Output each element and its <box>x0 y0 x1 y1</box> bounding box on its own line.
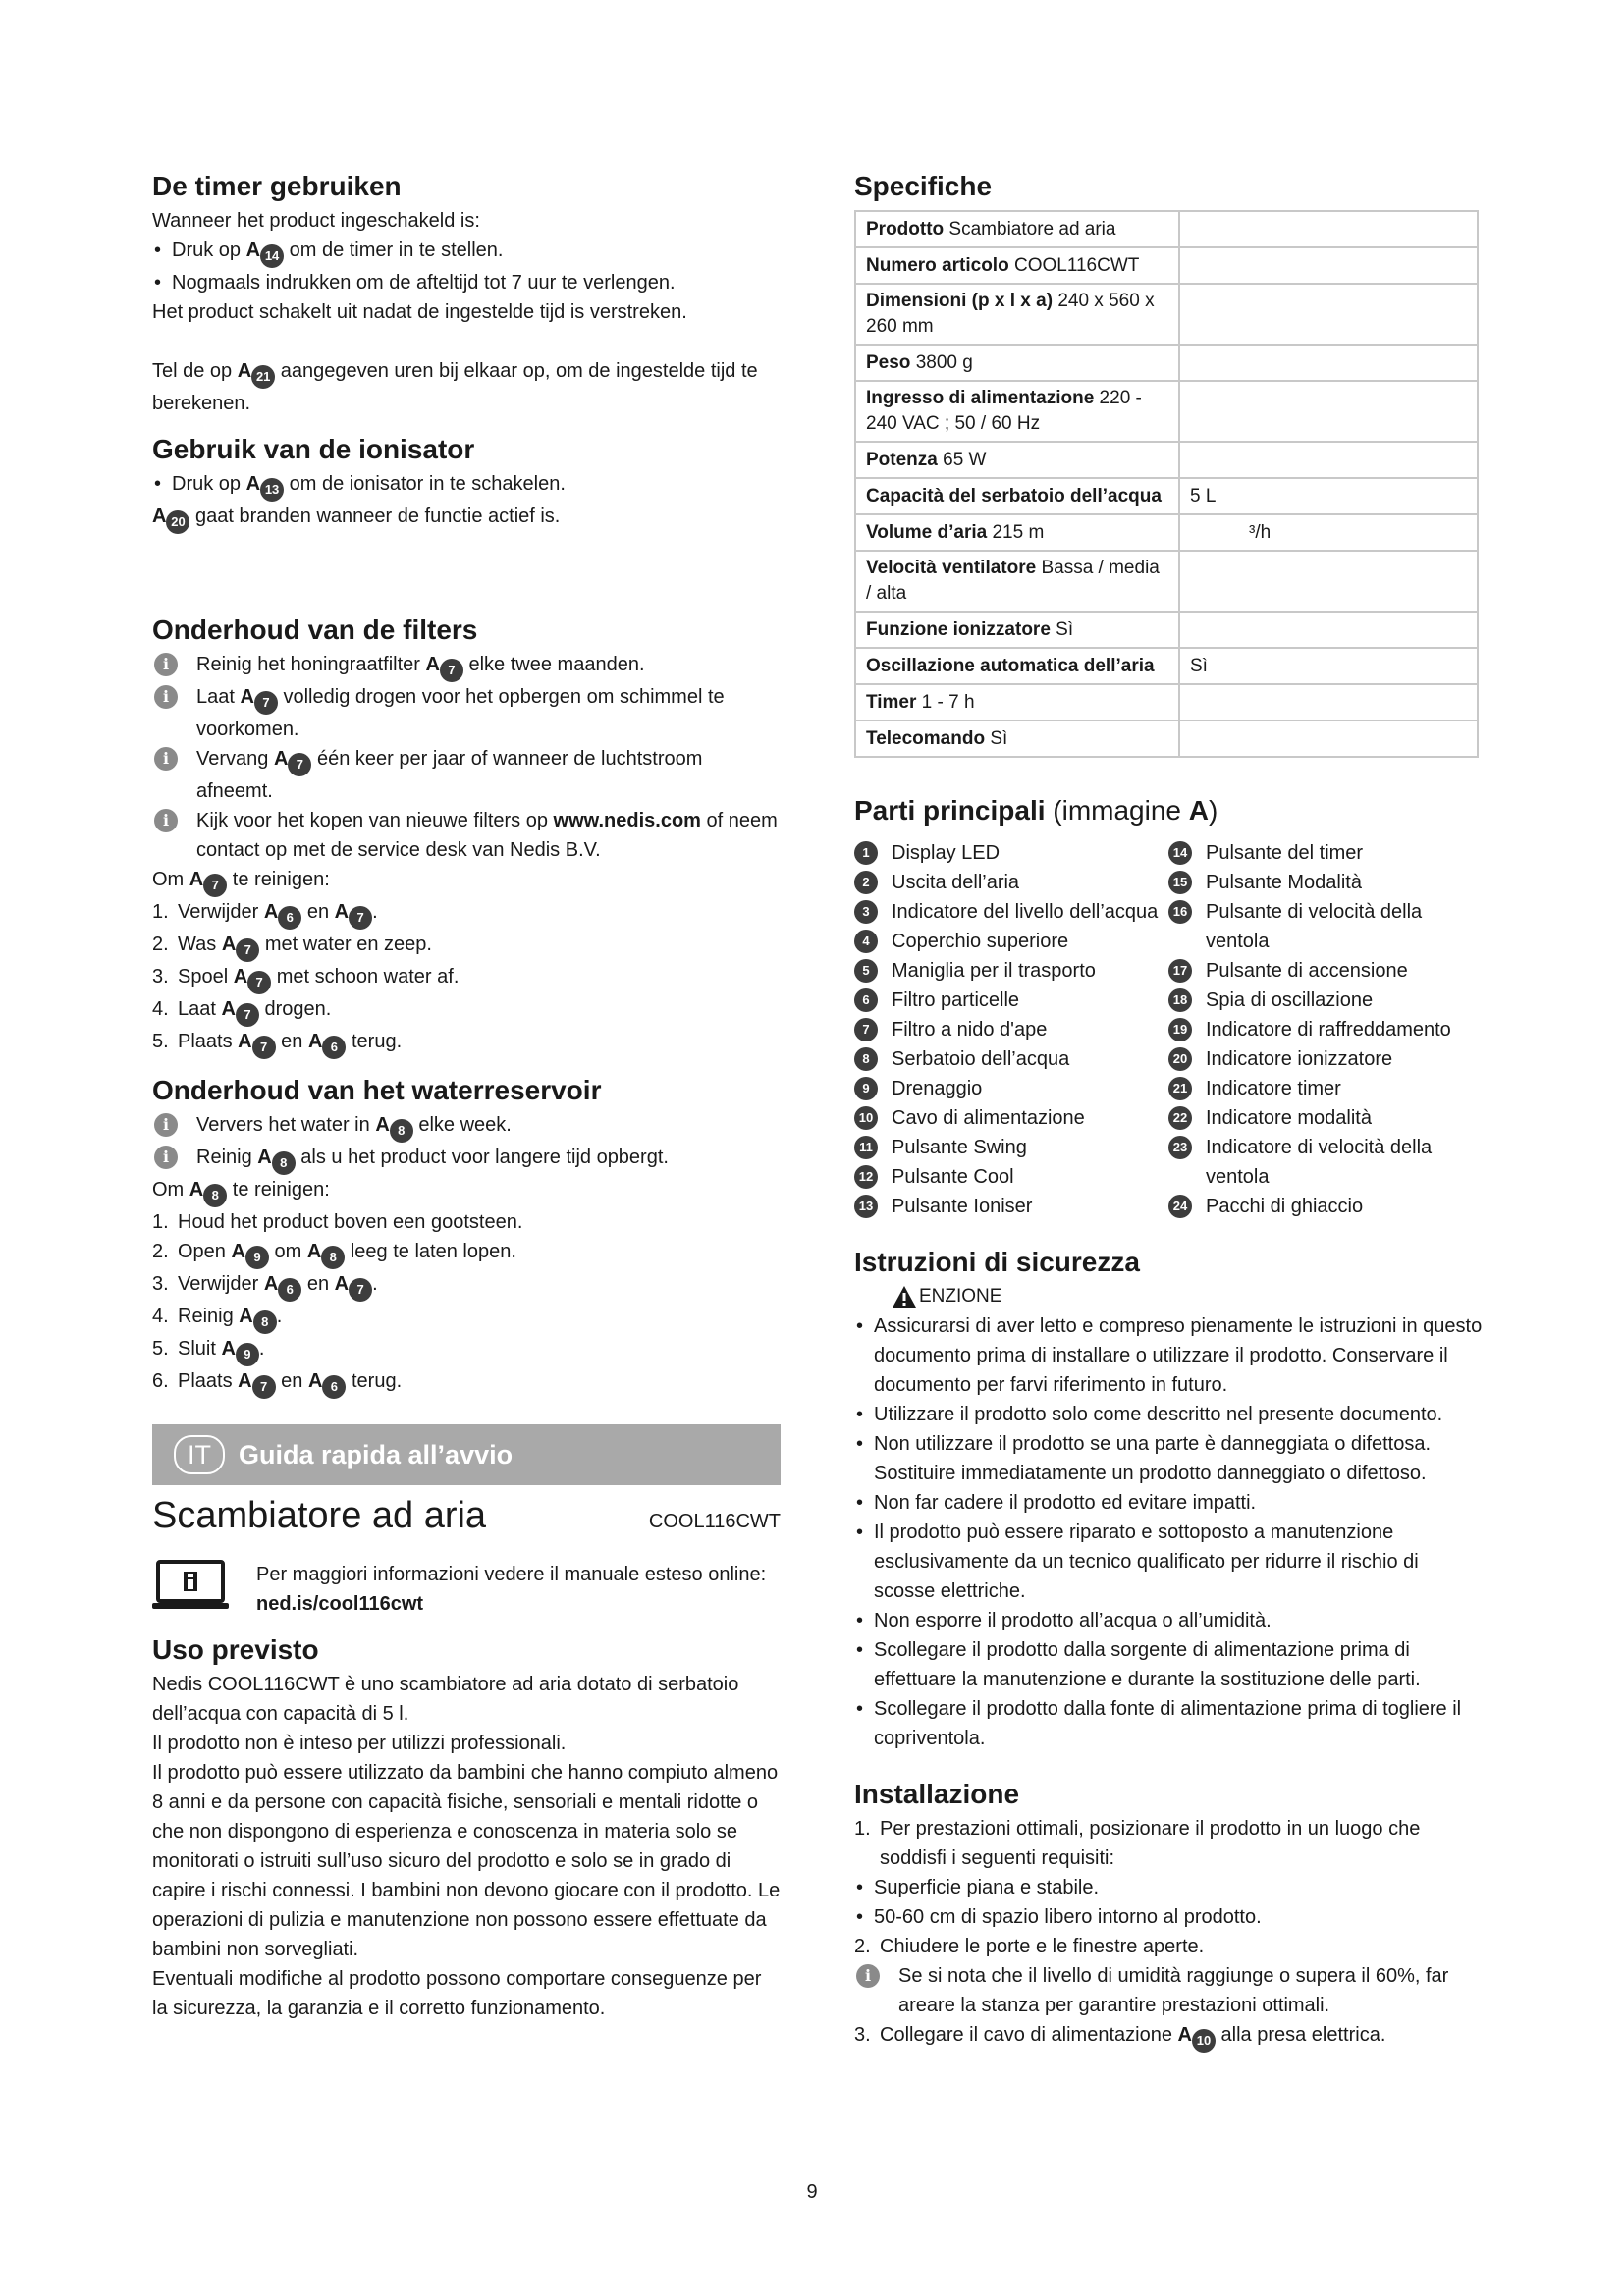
ref-number-badge: 14 <box>260 244 284 268</box>
part-label: Indicatore ionizzatore <box>1206 1048 1393 1070</box>
spec-label-cell: Numero articolo COOL116CWT <box>855 247 1179 284</box>
part-label: Pulsante di velocità della ventola <box>1206 901 1423 952</box>
ref-number-badge: 21 <box>251 365 275 389</box>
filters-clean-intro: Om A 7 te reinigen: <box>152 865 781 897</box>
online-manual-text: Per maggiori informazioni vedere il manuale esteso online: ned.is/cool116cwt <box>256 1564 767 1615</box>
filters-step-2: 2. Was A 7 met water en zeep. <box>152 930 781 962</box>
ionizer-line: A 20 gaat branden wanneer de functie actief is. <box>152 502 781 534</box>
spec-label-cell: Peso 3800 g <box>855 345 1179 381</box>
intended-use-heading: Uso previsto <box>152 1634 319 1665</box>
reservoir-section <box>152 1073 781 1399</box>
part-item <box>854 1162 1168 1192</box>
part-number-badge: 9 <box>854 1077 878 1100</box>
spec-label-cell: Timer 1 - 7 h <box>855 684 1179 721</box>
part-item <box>1168 956 1483 986</box>
spec-row <box>855 381 1478 442</box>
part-item <box>854 1133 1168 1162</box>
manual-link[interactable]: ned.is/cool116cwt <box>256 1593 424 1615</box>
filters-note-4: i Kijk voor het kopen van nieuwe filters op www.nedis.com of neem contact op met de service desk van Nedis B.V. <box>152 806 781 865</box>
spec-value-cell <box>1179 721 1478 757</box>
safety-heading: Istruzioni di sicurezza <box>854 1247 1140 1277</box>
spec-row <box>855 648 1478 684</box>
product-title-row <box>152 1493 781 1538</box>
spec-label-cell: Telecomando Sì <box>855 721 1179 757</box>
parts-list <box>854 838 1483 1221</box>
reservoir-step-6: 6. Plaats A 7 en A 6 terug. <box>152 1366 781 1399</box>
info-icon: i <box>154 747 178 771</box>
ionizer-heading: Gebruik van de ionisator <box>152 434 475 464</box>
spec-row <box>855 721 1478 757</box>
timer-after: Het product schakelt uit nadat de ingestelde tijd is verstreken. <box>152 301 687 323</box>
part-number-badge: 14 <box>1168 841 1192 865</box>
spec-label-cell: Potenza 65 W <box>855 442 1179 478</box>
part-number-badge: 23 <box>1168 1136 1192 1159</box>
intended-use-p3: Il prodotto può essere utilizzato da bambini che hanno compiuto almeno 8 anni e da persone con capacità fisiche, sensoriali e mentali ridotte o che non dispongono di esperienza e conoscenza in materia solo se monitorati o istruiti sull’uso sicuro del prodotto e solo se in grado di capire i rischi connessi. I bambini non devono giocare con il prodotto. Le operazioni di pulizia e manutenzione non possono essere effettuate da bambini non sorvegliati. <box>152 1762 781 1960</box>
part-label: Display LED <box>892 842 1001 864</box>
part-label: Indicatore di raffreddamento <box>1206 1019 1451 1041</box>
ref-number-badge: 20 <box>166 510 189 534</box>
installation-heading: Installazione <box>854 1779 1020 1809</box>
spec-row <box>855 684 1478 721</box>
info-icon: i <box>856 1964 880 1988</box>
reservoir-step-5: 5. Sluit A 9 . <box>152 1334 781 1366</box>
filters-note-1: i Reinig het honingraatfilter A 7 elke twee maanden. <box>152 650 781 682</box>
part-label: Uscita dell’aria <box>892 872 1020 893</box>
banner-title: Guida rapida all’avvio <box>239 1440 514 1469</box>
part-number-badge: 8 <box>854 1047 878 1071</box>
filters-heading: Onderhoud van de filters <box>152 614 478 645</box>
part-item <box>854 1074 1168 1103</box>
ref-number-badge: 7 <box>440 659 463 682</box>
part-item <box>1168 1133 1483 1192</box>
part-item <box>854 1015 1168 1044</box>
part-number-badge: 5 <box>854 959 878 983</box>
part-label: Filtro a nido d'ape <box>892 1019 1048 1041</box>
reservoir-step-3: 3. Verwijder A 6 en A 7 . <box>152 1269 781 1302</box>
spec-row <box>855 442 1478 478</box>
intended-use-p4: Eventuali modifiche al prodotto possono comportare conseguenze per la sicurezza, la garanzia e il corretto funzionamento. <box>152 1968 762 2019</box>
warning-row <box>854 1282 1483 1311</box>
reservoir-clean-intro: Om A 8 te reinigen: <box>152 1175 781 1207</box>
timer-heading: De timer gebruiken <box>152 171 402 201</box>
timer-bullet-2: • Nogmaals indrukken om de afteltijd tot 7 uur te verlengen. <box>152 268 781 297</box>
part-label: Spia di oscillazione <box>1206 989 1374 1011</box>
install-step-3: 3. Collegare il cavo di alimentazione A 10 alla presa elettrica. <box>854 2020 1483 2053</box>
part-item <box>1168 1103 1483 1133</box>
part-item <box>1168 986 1483 1015</box>
spec-row <box>855 284 1478 345</box>
laptop-info-icon <box>152 1560 229 1611</box>
part-label: Maniglia per il trasporto <box>892 960 1096 982</box>
ref-number-badge: 7 <box>203 874 227 897</box>
safety-item: • Non esporre il prodotto all’acqua o all’umidità. <box>854 1606 1483 1635</box>
safety-item: • Il prodotto può essere riparato e sottoposto a manutenzione esclusivamente da un tecnico qualificato per ridurre il rischio di scosse elettriche. <box>854 1518 1483 1606</box>
reservoir-step-1: 1. Houd het product boven een gootsteen. <box>152 1211 523 1233</box>
part-label: Indicatore timer <box>1206 1078 1341 1099</box>
part-item <box>854 986 1168 1015</box>
part-number-badge: 16 <box>1168 900 1192 924</box>
part-number-badge: 18 <box>1168 988 1192 1012</box>
part-label: Pulsante Modalità <box>1206 872 1362 893</box>
part-number-badge: 12 <box>854 1165 878 1189</box>
part-label: Indicatore del livello dell’acqua <box>892 901 1159 923</box>
part-label: Filtro particelle <box>892 989 1020 1011</box>
safety-list <box>854 1311 1483 1753</box>
ref-number-badge: 7 <box>288 753 311 776</box>
safety-item: • Utilizzare il prodotto solo come descritto nel presente documento. <box>854 1400 1483 1429</box>
language-code-badge: IT <box>174 1435 225 1474</box>
part-number-badge: 1 <box>854 841 878 865</box>
part-item <box>854 1044 1168 1074</box>
parts-section <box>854 793 1483 1221</box>
part-label: Cavo di alimentazione <box>892 1107 1085 1129</box>
part-number-badge: 10 <box>854 1106 878 1130</box>
part-label: Pulsante Swing <box>892 1137 1027 1158</box>
spec-row <box>855 514 1478 551</box>
safety-item: • Assicurarsi di aver letto e compreso pienamente le istruzioni in questo documento prima di installare o utilizzare il prodotto. Conservare il documento per farvi riferimento in futuro. <box>854 1311 1483 1400</box>
spec-value-cell <box>1179 345 1478 381</box>
intended-use-p1: Nedis COOL116CWT è uno scambiatore ad aria dotato di serbatoio dell’acqua con capacità di 5 l. <box>152 1674 739 1725</box>
reservoir-step-4: 4. Reinig A 8 . <box>152 1302 781 1334</box>
part-number-badge: 20 <box>1168 1047 1192 1071</box>
spec-value-cell <box>1179 442 1478 478</box>
part-item <box>854 838 1168 868</box>
part-label: Coperchio superiore <box>892 931 1069 952</box>
spec-label-cell: Volume d’aria 215 m <box>855 514 1179 551</box>
part-item <box>854 868 1168 897</box>
spec-row <box>855 612 1478 648</box>
reservoir-step-2: 2. Open A 9 om A 8 leeg te laten lopen. <box>152 1237 781 1269</box>
filters-step-1: 1. Verwijder A 6 en A 7 . <box>152 897 781 930</box>
spec-row <box>855 345 1478 381</box>
install-step-2: 2. Chiudere le porte e le finestre aperte. <box>854 1936 1205 1957</box>
install-step-1: 1. Per prestazioni ottimali, posizionare il prodotto in un luogo che soddisfi i seguenti requisiti: <box>854 1818 1421 1869</box>
info-icon: i <box>154 653 178 676</box>
spec-label-cell: Capacità del serbatoio dell’acqua <box>855 478 1179 514</box>
part-label: Pulsante Cool <box>892 1166 1014 1188</box>
parts-column-1 <box>854 838 1168 1221</box>
timer-bullet-1: • Druk op A 14 om de timer in te stellen. <box>152 236 781 268</box>
part-item <box>1168 1044 1483 1074</box>
part-label: Drenaggio <box>892 1078 983 1099</box>
install-bullet-2: • 50-60 cm di spazio libero intorno al prodotto. <box>854 1902 1483 1932</box>
reservoir-note-2: i Reinig A 8 als u het product voor langere tijd opbergt. <box>152 1143 781 1175</box>
timer-intro: Wanneer het product ingeschakeld is: <box>152 210 480 232</box>
spec-row <box>855 551 1478 612</box>
part-item <box>854 927 1168 956</box>
installation-section <box>854 1777 1483 2053</box>
safety-section <box>854 1245 1483 1753</box>
warning-label: ENZIONE <box>919 1286 1002 1307</box>
spec-value-cell: Sì <box>1179 648 1478 684</box>
part-item <box>854 897 1168 927</box>
spec-row <box>855 247 1478 284</box>
safety-item: • Non far cadere il prodotto ed evitare impatti. <box>854 1488 1483 1518</box>
part-number-badge: 21 <box>1168 1077 1192 1100</box>
specs-section <box>854 169 1483 758</box>
safety-item: • Scollegare il prodotto dalla sorgente di alimentazione prima di effettuare la manutenzione e durante la sostituzione delle parti. <box>854 1635 1483 1694</box>
part-label: Serbatoio dell’acqua <box>892 1048 1070 1070</box>
spec-value-cell: 5 L <box>1179 478 1478 514</box>
intended-use-section <box>152 1632 781 2023</box>
left-column <box>152 169 781 2023</box>
safety-item: • Scollegare il prodotto dalla fonte di alimentazione prima di togliere il copriventola. <box>854 1694 1483 1753</box>
info-icon: i <box>154 1113 178 1137</box>
ref-number-badge: 7 <box>254 691 278 715</box>
part-number-badge: 11 <box>854 1136 878 1159</box>
warning-triangle-icon <box>892 1285 917 1308</box>
part-item <box>1168 1074 1483 1103</box>
part-number-badge: 13 <box>854 1195 878 1218</box>
product-title: Scambiatore ad aria <box>152 1495 487 1536</box>
filters-section <box>152 613 781 1059</box>
spec-label-cell: Prodotto Scambiatore ad aria <box>855 211 1179 247</box>
spec-row <box>855 211 1478 247</box>
timer-count: Tel de op A 21 aangegeven uren bij elkaar op, om de ingestelde tijd te berekenen. <box>152 360 758 414</box>
spec-row <box>855 478 1478 514</box>
spec-value-cell <box>1179 284 1478 345</box>
part-number-badge: 2 <box>854 871 878 894</box>
install-bullet-1: • Superficie piana e stabile. <box>854 1873 1483 1902</box>
part-label: Pulsante di accensione <box>1206 960 1408 982</box>
spec-label-cell: Dimensioni (p x l x a) 240 x 560 x 260 mm <box>855 284 1179 345</box>
part-item <box>1168 1015 1483 1044</box>
specs-table <box>854 210 1479 758</box>
part-item <box>1168 1192 1483 1221</box>
spec-value-cell <box>1179 612 1478 648</box>
spec-label-cell: Funzione ionizzatore Sì <box>855 612 1179 648</box>
filters-step-3: 3. Spoel A 7 met schoon water af. <box>152 962 781 994</box>
ref-number-badge: 13 <box>260 478 284 502</box>
ionizer-bullet: • Druk op A 13 om de ionisator in te schakelen. <box>152 469 781 502</box>
spec-label-cell: Oscillazione automatica dell’aria <box>855 648 1179 684</box>
spec-value-cell <box>1179 247 1478 284</box>
filters-note-3: i Vervang A 7 één keer per jaar of wanneer de luchtstroom afneemt. <box>152 744 781 806</box>
part-number-badge: 4 <box>854 930 878 953</box>
part-label: Pacchi di ghiaccio <box>1206 1196 1364 1217</box>
language-banner <box>152 1424 781 1485</box>
timer-section <box>152 169 781 418</box>
part-number-badge: 17 <box>1168 959 1192 983</box>
part-number-badge: 15 <box>1168 871 1192 894</box>
parts-heading: Parti principali (immagine A) <box>854 795 1218 826</box>
part-number-badge: 6 <box>854 988 878 1012</box>
part-item <box>1168 897 1483 956</box>
info-icon: i <box>154 1146 178 1169</box>
part-item <box>854 956 1168 986</box>
spec-value-cell <box>1179 684 1478 721</box>
safety-item: • Non utilizzare il prodotto se una parte è danneggiata o difettosa. Sostituire immediatamente un prodotto danneggiato o difettoso. <box>854 1429 1483 1488</box>
info-icon: i <box>154 809 178 832</box>
install-note: i Se si nota che il livello di umidità raggiunge o supera il 60%, far areare la stanza per garantire prestazioni ottimali. <box>854 1961 1483 2020</box>
parts-column-2 <box>1168 838 1483 1221</box>
part-item <box>1168 838 1483 868</box>
nedis-website-link[interactable]: www.nedis.com <box>553 810 701 831</box>
part-item <box>1168 868 1483 897</box>
part-number-badge: 3 <box>854 900 878 924</box>
online-manual-info <box>152 1560 781 1619</box>
part-item <box>854 1103 1168 1133</box>
part-label: Pulsante Ioniser <box>892 1196 1033 1217</box>
model-number: COOL116CWT <box>648 1511 781 1532</box>
info-icon: i <box>154 685 178 709</box>
spec-label-cell: Velocità ventilatore Bassa / media / alta <box>855 551 1179 612</box>
reservoir-heading: Onderhoud van het waterreservoir <box>152 1075 602 1105</box>
spec-value-cell: ³/h <box>1179 514 1478 551</box>
filters-step-4: 4. Laat A 7 drogen. <box>152 994 781 1027</box>
spec-label-cell: Ingresso di alimentazione 220 - 240 VAC ; 50 / 60 Hz <box>855 381 1179 442</box>
ionizer-section <box>152 432 781 534</box>
specs-heading: Specifiche <box>854 171 993 201</box>
part-number-badge: 24 <box>1168 1195 1192 1218</box>
part-label: Indicatore di velocità della ventola <box>1206 1137 1433 1188</box>
part-label: Pulsante del timer <box>1206 842 1364 864</box>
spec-value-cell <box>1179 551 1478 612</box>
page-number: 9 <box>806 2181 818 2203</box>
part-number-badge: 19 <box>1168 1018 1192 1041</box>
part-label: Indicatore modalità <box>1206 1107 1372 1129</box>
part-number-badge: 22 <box>1168 1106 1192 1130</box>
filters-step-5: 5. Plaats A 7 en A 6 terug. <box>152 1027 781 1059</box>
right-column <box>854 169 1483 2053</box>
intended-use-p2: Il prodotto non è inteso per utilizzi professionali. <box>152 1733 567 1754</box>
filters-note-2: i Laat A 7 volledig drogen voor het opbergen om schimmel te voorkomen. <box>152 682 781 744</box>
spec-value-cell <box>1179 211 1478 247</box>
part-item <box>854 1192 1168 1221</box>
part-number-badge: 7 <box>854 1018 878 1041</box>
reservoir-note-1: i Ververs het water in A 8 elke week. <box>152 1110 781 1143</box>
spec-value-cell <box>1179 381 1478 442</box>
